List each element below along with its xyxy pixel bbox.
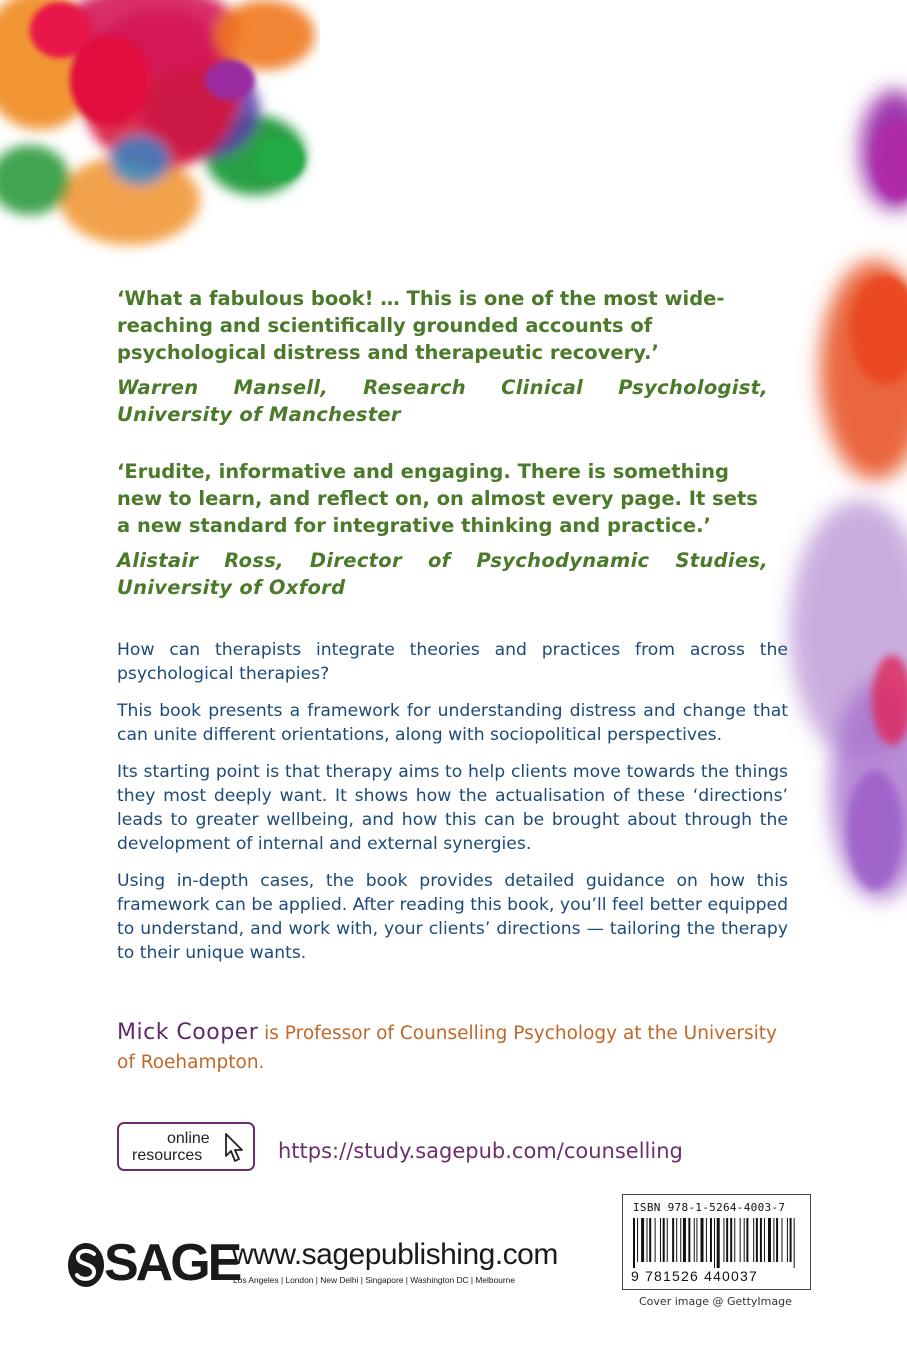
barcode-bar (730, 1218, 732, 1262)
endorsement-attribution: Warren Mansell, Research Clinical Psychologist, University of Manchester (117, 376, 768, 426)
endorsement-quote: ‘What a fabulous book! … This is one of the most wide-reaching and scientifically grounded accounts of psychological distress and therapeutic recovery.’ (117, 287, 725, 364)
endorsement-2 (117, 458, 768, 601)
cover-image-credit: Cover image @ GettyImage (639, 1295, 792, 1308)
cursor-icon (223, 1132, 247, 1164)
barcode-bar (790, 1218, 792, 1262)
barcode-bar (710, 1218, 712, 1262)
barcode-bar (734, 1218, 735, 1262)
barcode-bar (633, 1218, 635, 1268)
barcode-bar (744, 1218, 745, 1262)
sage-wordmark: SAGE (104, 1234, 240, 1292)
barcode-bar (680, 1218, 681, 1262)
barcode-bar (787, 1218, 788, 1262)
barcode-bar (672, 1218, 674, 1262)
blurb-paragraph: This book presents a framework for understanding distress and change that can unite different orientations, along with sociopolitical perspectives. (117, 701, 788, 745)
barcode-bar (764, 1218, 765, 1262)
barcode-bar (714, 1218, 715, 1268)
ink-cloud-art-right (770, 70, 907, 970)
barcode-bar (782, 1218, 783, 1262)
barcode-bar (740, 1218, 741, 1262)
publisher-cities: Los Angeles | London | New Delhi | Singapore | Washington DC | Melbourne (233, 1275, 515, 1285)
barcode-bar (701, 1218, 704, 1262)
barcode-bar (667, 1218, 668, 1262)
barcode-bar (768, 1218, 771, 1262)
barcode-bar (641, 1218, 644, 1262)
barcode-bar (688, 1218, 690, 1262)
barcode-bar (655, 1218, 656, 1262)
barcode-bar (649, 1218, 651, 1262)
blurb-paragraph: How can therapists integrate theories and practices from across the psychological therapies? (117, 640, 788, 684)
online-resources-line1: online (167, 1130, 210, 1147)
sage-s-icon (67, 1242, 105, 1288)
barcode-bar (637, 1218, 638, 1262)
barcode-bar (706, 1218, 707, 1262)
isbn-barcode (622, 1194, 811, 1290)
barcode-bar (660, 1218, 661, 1262)
barcode-bar (694, 1218, 695, 1262)
blurb-paragraph: Its starting point is that therapy aims to help clients move towards the things they most deeply want. It shows how the actualisation of these ‘directions’ leads to greater wellbeing, and how this can be brought about through the development of internal and external synergies. (117, 762, 788, 854)
barcode-bar (726, 1218, 728, 1262)
barcode-bars (633, 1218, 801, 1268)
endorsement-1 (117, 285, 768, 428)
barcode-bar (794, 1218, 795, 1268)
endorsement-attribution: Alistair Ross, Director of Psychodynamic Studies, University of Oxford (117, 549, 768, 599)
blurb-paragraph: Using in-depth cases, the book provides detailed guidance on how this framework can be applied. After reading this book, you’ll feel better equipped to understand, and work with, your clients’ directions — tailoring the therapy to their unique wants. (117, 871, 788, 963)
barcode-bar (753, 1218, 754, 1262)
online-resources-link[interactable]: https://study.sagepub.com/counselling (278, 1139, 683, 1163)
online-resources-line2: resources (132, 1147, 203, 1164)
author-bio-text: is Professor of Counselling Psychology at the University of Roehampton. (117, 1023, 777, 1073)
barcode-bar (746, 1218, 748, 1262)
publisher-website[interactable]: www.sagepublishing.com (232, 1238, 558, 1271)
barcode-bar (760, 1218, 762, 1262)
isbn-number: ISBN 978-1-5264-4003-7 (633, 1201, 786, 1214)
book-blurb (117, 638, 788, 978)
ink-cloud-art-top-left (0, 0, 320, 280)
barcode-bar (773, 1218, 774, 1262)
barcode-bar (683, 1218, 686, 1262)
barcode-digits: 9 781526 440037 (631, 1268, 758, 1284)
barcode-bar (776, 1218, 778, 1262)
author-bio (117, 1018, 797, 1077)
barcode-bar (717, 1218, 720, 1268)
barcode-bar (647, 1218, 648, 1262)
barcode-bar (663, 1218, 665, 1262)
barcode-bar (756, 1218, 758, 1262)
barcode-bar (696, 1218, 697, 1262)
barcode-bar (676, 1218, 677, 1262)
online-resources-badge[interactable] (117, 1122, 255, 1171)
endorsement-quote: ‘Erudite, informative and engaging. There is something new to learn, and reflect on, on almost every page. It sets a new standard for integrative thinking and practice.’ (117, 460, 758, 537)
author-name: Mick Cooper (117, 1020, 259, 1045)
barcode-bar (723, 1218, 724, 1262)
